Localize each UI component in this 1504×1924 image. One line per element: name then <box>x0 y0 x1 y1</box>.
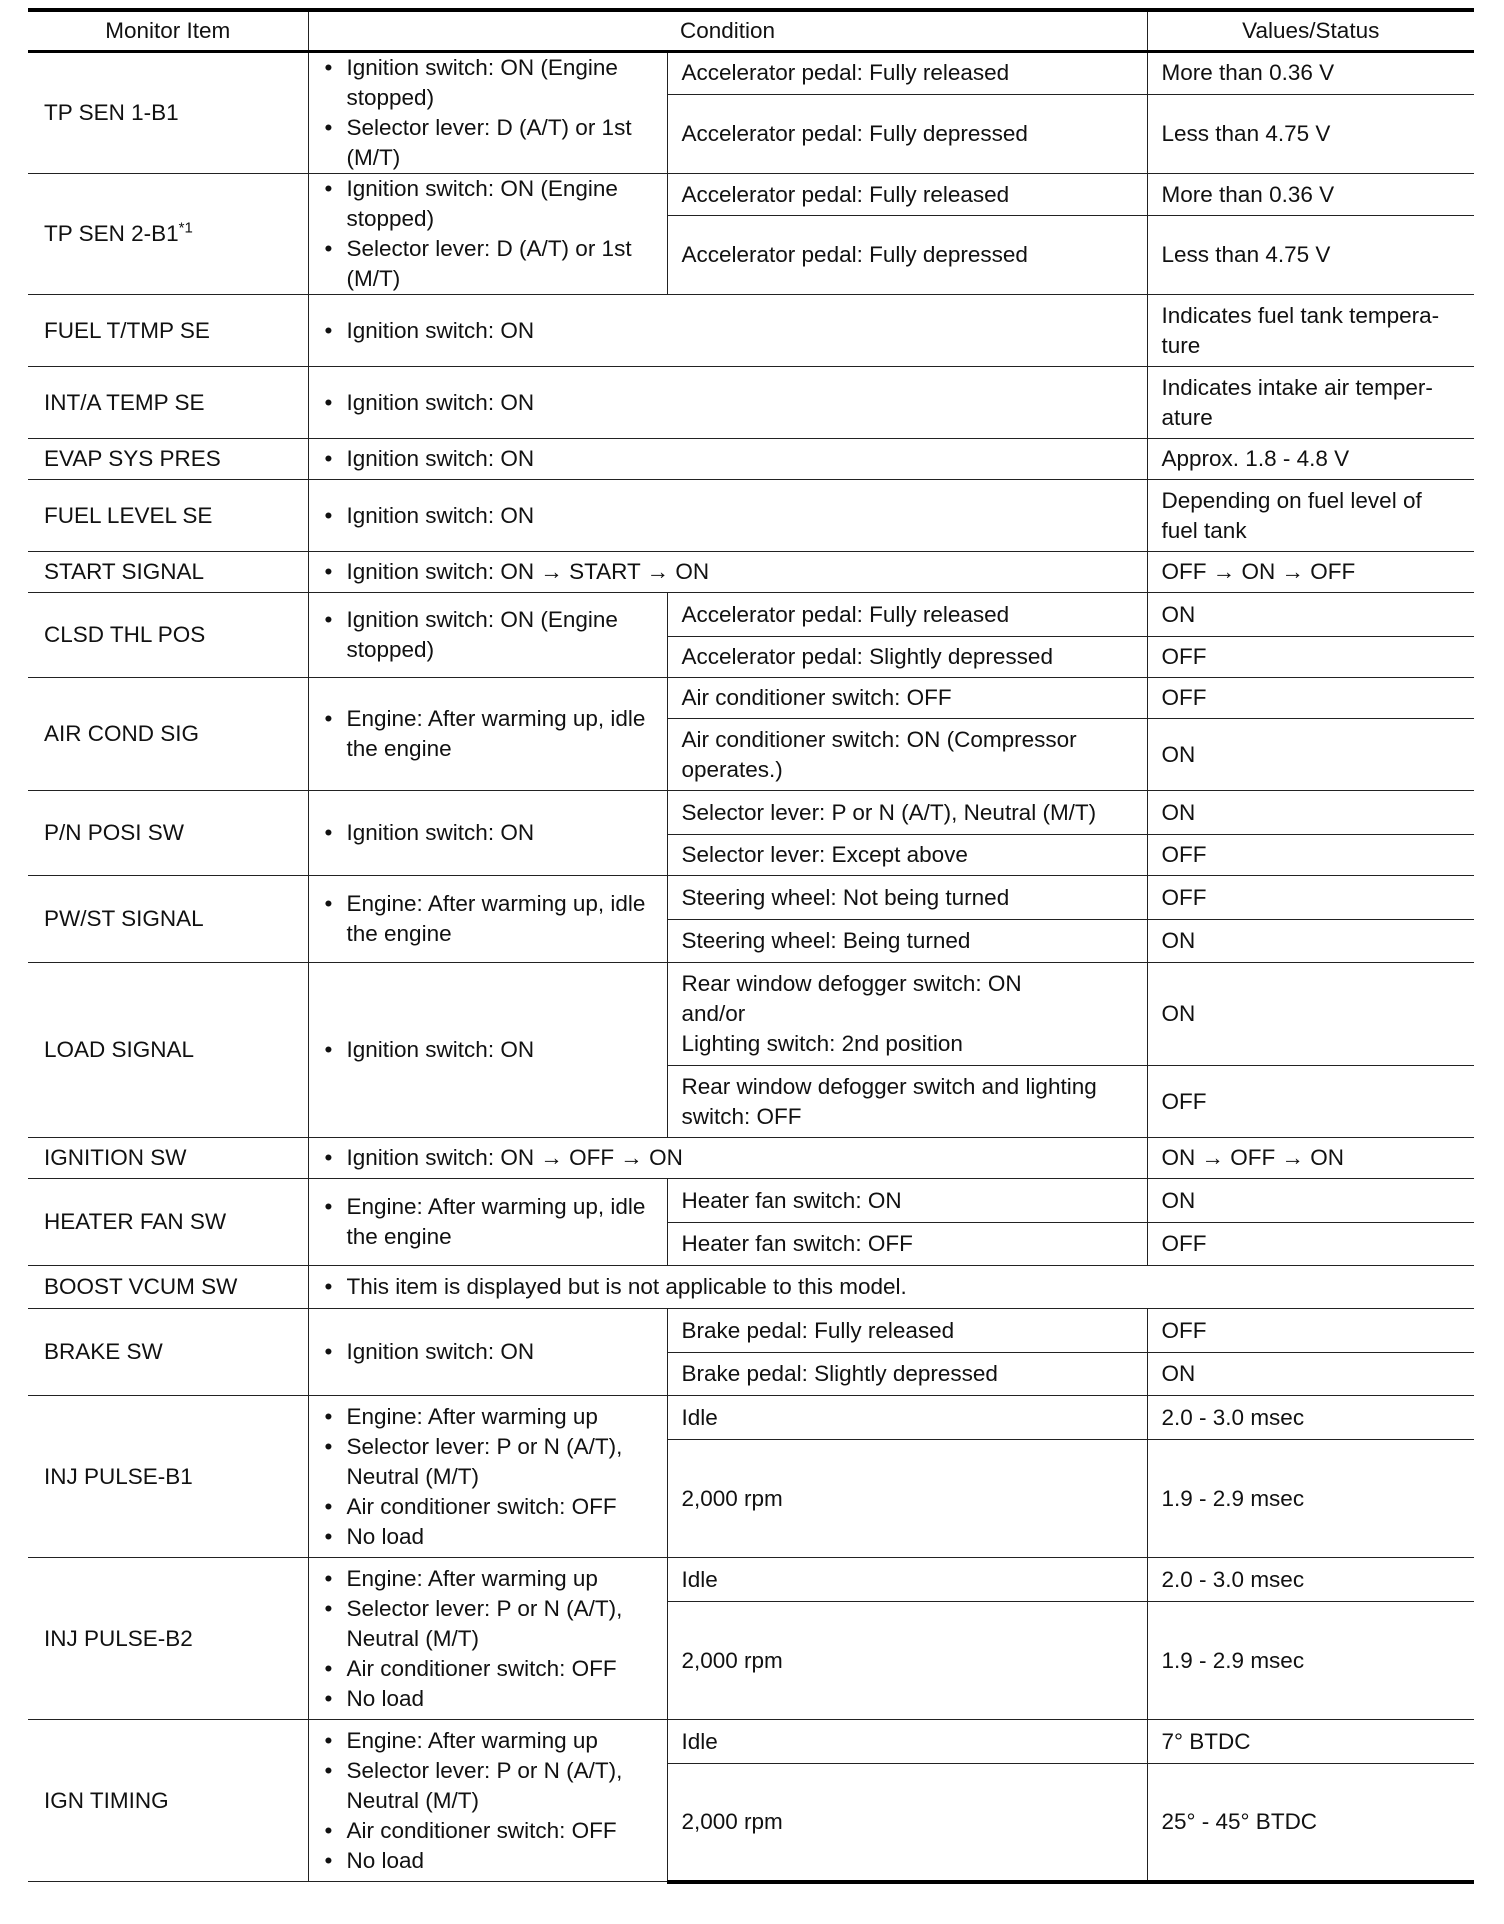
value-status: ON <box>1147 719 1474 791</box>
condition-bullet: • Ignition switch: ON <box>347 388 1133 418</box>
general-condition <box>308 1558 667 1720</box>
condition-bullet: • Selector lever: P or N (A/T), Neutral (M/T) <box>347 1432 653 1492</box>
general-condition <box>308 552 1147 593</box>
condition-bullet: • Air conditioner switch: OFF <box>347 1654 653 1684</box>
table-row <box>28 480 1474 552</box>
monitor-item-name: INJ PULSE-B1 <box>28 1396 308 1558</box>
general-condition <box>308 678 667 791</box>
condition-bullet: • Engine: After warming up <box>347 1726 653 1756</box>
condition-bullet: • This item is displayed but is not applicable to this model. <box>347 1272 1461 1302</box>
monitor-item-name: INJ PULSE-B2 <box>28 1558 308 1720</box>
monitor-item-name: START SIGNAL <box>28 552 308 593</box>
spec-page <box>28 8 1474 1884</box>
condition-bullet: • Ignition switch: ON → OFF → ON <box>347 1143 1133 1173</box>
table-row <box>28 678 1474 719</box>
value-status: ON <box>1147 1353 1474 1396</box>
condition-bullet: • Air conditioner switch: OFF <box>347 1816 653 1846</box>
table-row <box>28 295 1474 367</box>
specific-condition <box>667 963 1147 1066</box>
specific-condition: 2,000 rpm <box>667 1764 1147 1882</box>
specific-condition: Accelerator pedal: Fully released <box>667 593 1147 637</box>
monitor-item-name: INT/A TEMP SE <box>28 367 308 439</box>
specific-condition: Accelerator pedal: Fully depressed <box>667 94 1147 173</box>
general-condition <box>308 1266 1474 1309</box>
condition-bullet: • Ignition switch: ON (Engine stopped) <box>347 174 653 234</box>
value-status: 1.9 - 2.9 msec <box>1147 1440 1474 1558</box>
condition-bullet: • Ignition switch: ON (Engine stopped) <box>347 53 653 113</box>
condition-bullet: • Engine: After warming up <box>347 1402 653 1432</box>
monitor-item-name: IGNITION SW <box>28 1138 308 1179</box>
specific-condition: Idle <box>667 1558 1147 1602</box>
condition-bullet: • Engine: After warming up, idle the engine <box>347 889 653 949</box>
specific-condition: Accelerator pedal: Fully released <box>667 52 1147 95</box>
monitor-item-table <box>28 8 1474 1884</box>
specific-condition: Rear window defogger switch and lighting switch: OFF <box>667 1066 1147 1138</box>
header-condition: Condition <box>308 10 1147 52</box>
condition-bullet: • Selector lever: P or N (A/T), Neutral (M/T) <box>347 1594 653 1654</box>
value-status: OFF <box>1147 678 1474 719</box>
specific-condition: Heater fan switch: ON <box>667 1179 1147 1223</box>
value-status: 1.9 - 2.9 msec <box>1147 1602 1474 1720</box>
value-status: More than 0.36 V <box>1147 52 1474 95</box>
footnote-marker: *1 <box>178 219 193 237</box>
condition-bullet: • Engine: After warming up, idle the engine <box>347 704 653 764</box>
general-condition <box>308 480 1147 552</box>
value-status: OFF <box>1147 876 1474 920</box>
monitor-item-name: FUEL LEVEL SE <box>28 480 308 552</box>
monitor-item-name: PW/ST SIGNAL <box>28 876 308 963</box>
specific-condition: Selector lever: Except above <box>667 835 1147 876</box>
monitor-item-label: TP SEN 2-B1 <box>44 221 179 246</box>
table-row <box>28 1396 1474 1440</box>
condition-bullet: • No load <box>347 1846 653 1876</box>
value-status: Indicates fuel tank tempera-ture <box>1147 295 1474 367</box>
condition-bullet: • Ignition switch: ON → START → ON <box>347 557 1133 587</box>
table-row <box>28 552 1474 593</box>
specific-condition: Steering wheel: Not being turned <box>667 876 1147 920</box>
value-status: ON <box>1147 593 1474 637</box>
monitor-item-name: P/N POSI SW <box>28 791 308 876</box>
value-status: ON → OFF → ON <box>1147 1138 1474 1179</box>
value-status: ON <box>1147 1179 1474 1223</box>
specific-condition: 2,000 rpm <box>667 1602 1147 1720</box>
general-condition <box>308 791 667 876</box>
header-monitor-item: Monitor Item <box>28 10 308 52</box>
value-status: OFF <box>1147 1066 1474 1138</box>
monitor-item-name <box>28 174 308 295</box>
table-row <box>28 1266 1474 1309</box>
table-row <box>28 1179 1474 1223</box>
monitor-item-name: IGN TIMING <box>28 1720 308 1882</box>
value-status: Indicates intake air temper-ature <box>1147 367 1474 439</box>
value-status: ON <box>1147 920 1474 963</box>
condition-bullet: • Ignition switch: ON (Engine stopped) <box>347 605 653 665</box>
table-row <box>28 876 1474 920</box>
monitor-item-name: LOAD SIGNAL <box>28 963 308 1138</box>
value-status: OFF <box>1147 1309 1474 1353</box>
general-condition <box>308 295 1147 367</box>
value-status: 7° BTDC <box>1147 1720 1474 1764</box>
value-status: Depending on fuel level of fuel tank <box>1147 480 1474 552</box>
condition-bullet: • Selector lever: D (A/T) or 1st (M/T) <box>347 113 653 173</box>
condition-line: Rear window defogger switch: ON <box>681 971 1022 996</box>
value-status: Approx. 1.8 - 4.8 V <box>1147 439 1474 480</box>
table-row <box>28 593 1474 637</box>
specific-condition: Accelerator pedal: Fully released <box>667 174 1147 216</box>
value-status: Less than 4.75 V <box>1147 216 1474 295</box>
header-row <box>28 10 1474 52</box>
monitor-item-name: CLSD THL POS <box>28 593 308 678</box>
condition-bullet: • Engine: After warming up <box>347 1564 653 1594</box>
general-condition <box>308 1179 667 1266</box>
monitor-item-name: EVAP SYS PRES <box>28 439 308 480</box>
condition-bullet: • Selector lever: P or N (A/T), Neutral (M/T) <box>347 1756 653 1816</box>
value-status: More than 0.36 V <box>1147 174 1474 216</box>
table-row <box>28 791 1474 835</box>
general-condition <box>308 439 1147 480</box>
monitor-item-name: TP SEN 1-B1 <box>28 52 308 174</box>
table-row <box>28 439 1474 480</box>
condition-bullet: • Ignition switch: ON <box>347 316 1133 346</box>
general-condition <box>308 52 667 174</box>
condition-bullet: • No load <box>347 1684 653 1714</box>
specific-condition: Accelerator pedal: Fully depressed <box>667 216 1147 295</box>
table-row <box>28 1720 1474 1764</box>
general-condition <box>308 876 667 963</box>
condition-bullet: • No load <box>347 1522 653 1552</box>
table-row <box>28 174 1474 216</box>
monitor-item-name: FUEL T/TMP SE <box>28 295 308 367</box>
value-status: Less than 4.75 V <box>1147 94 1474 173</box>
value-status: 2.0 - 3.0 msec <box>1147 1558 1474 1602</box>
value-status: 25° - 45° BTDC <box>1147 1764 1474 1882</box>
general-condition <box>308 1396 667 1558</box>
general-condition <box>308 367 1147 439</box>
general-condition <box>308 1138 1147 1179</box>
header-values-status: Values/Status <box>1147 10 1474 52</box>
specific-condition: Accelerator pedal: Slightly depressed <box>667 637 1147 678</box>
general-condition <box>308 1309 667 1396</box>
specific-condition: Idle <box>667 1720 1147 1764</box>
general-condition <box>308 593 667 678</box>
table-row <box>28 963 1474 1066</box>
table-row <box>28 52 1474 95</box>
condition-bullet: • Ignition switch: ON <box>347 1337 653 1367</box>
specific-condition: 2,000 rpm <box>667 1440 1147 1558</box>
specific-condition: Brake pedal: Slightly depressed <box>667 1353 1147 1396</box>
condition-bullet: • Ignition switch: ON <box>347 501 1133 531</box>
value-status: OFF <box>1147 637 1474 678</box>
value-status: OFF <box>1147 1223 1474 1266</box>
value-status: OFF <box>1147 835 1474 876</box>
monitor-item-name: BRAKE SW <box>28 1309 308 1396</box>
condition-bullet: • Air conditioner switch: OFF <box>347 1492 653 1522</box>
condition-bullet: • Ignition switch: ON <box>347 1035 653 1065</box>
monitor-item-name: AIR COND SIG <box>28 678 308 791</box>
specific-condition: Heater fan switch: OFF <box>667 1223 1147 1266</box>
value-status: ON <box>1147 963 1474 1066</box>
monitor-item-name: HEATER FAN SW <box>28 1179 308 1266</box>
table-row <box>28 367 1474 439</box>
table-row <box>28 1309 1474 1353</box>
condition-line: Lighting switch: 2nd position <box>681 1031 963 1056</box>
condition-bullet: • Selector lever: D (A/T) or 1st (M/T) <box>347 234 653 294</box>
specific-condition: Brake pedal: Fully released <box>667 1309 1147 1353</box>
condition-bullet: • Ignition switch: ON <box>347 444 1133 474</box>
general-condition <box>308 1720 667 1882</box>
monitor-item-name: BOOST VCUM SW <box>28 1266 308 1309</box>
general-condition <box>308 963 667 1138</box>
value-status: 2.0 - 3.0 msec <box>1147 1396 1474 1440</box>
table-row <box>28 1558 1474 1602</box>
specific-condition: Selector lever: P or N (A/T), Neutral (M/T) <box>667 791 1147 835</box>
specific-condition: Idle <box>667 1396 1147 1440</box>
specific-condition: Steering wheel: Being turned <box>667 920 1147 963</box>
condition-bullet: • Engine: After warming up, idle the engine <box>347 1192 653 1252</box>
condition-bullet: • Ignition switch: ON <box>347 818 653 848</box>
general-condition <box>308 174 667 295</box>
condition-line: and/or <box>681 1001 746 1026</box>
value-status: ON <box>1147 791 1474 835</box>
value-status: OFF → ON → OFF <box>1147 552 1474 593</box>
table-row <box>28 1138 1474 1179</box>
specific-condition: Air conditioner switch: OFF <box>667 678 1147 719</box>
specific-condition: Air conditioner switch: ON (Compressor operates.) <box>667 719 1147 791</box>
